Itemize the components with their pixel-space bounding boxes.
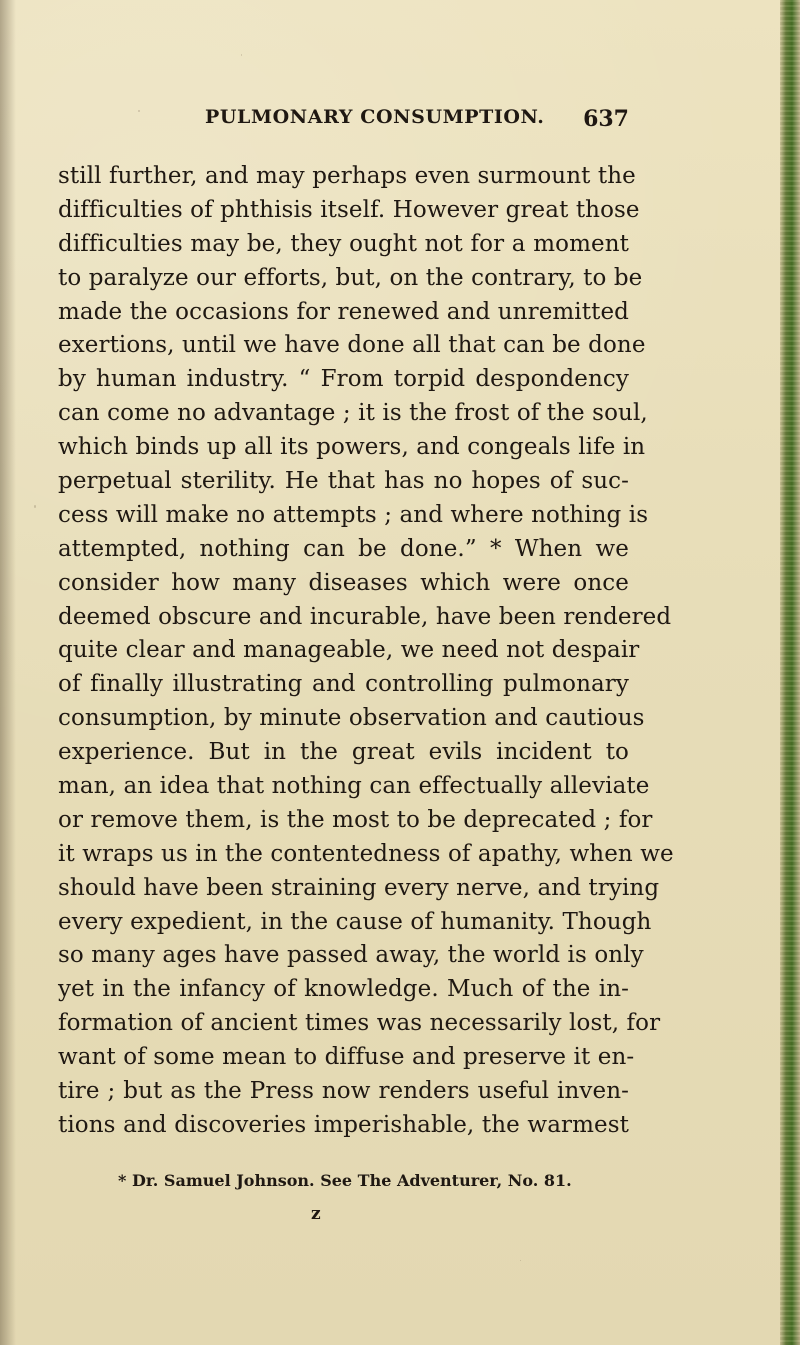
- text-line: perpetual sterility. He that has no hopes of suc-: [58, 468, 629, 495]
- paper-speck: [520, 1260, 521, 1261]
- text-line: every expedient, in the cause of humanity. Though: [58, 908, 652, 935]
- text-line: to paralyze our efforts, but, on the contrary, to be: [58, 264, 643, 291]
- text-line: difficulties of phthisis itself. However great those: [58, 196, 640, 223]
- text-line: can come no advantage ; it is the frost of the soul,: [58, 400, 648, 427]
- running-head: PULMONARY CONSUMPTION.: [205, 106, 545, 128]
- text-line: of finally illustrating and controlling pulmonary: [58, 671, 629, 698]
- text-line: man, an idea that nothing can effectually alleviate: [58, 773, 650, 800]
- text-line: exertions, until we have done all that can be done: [58, 332, 646, 359]
- text-line: experience. But in the great evils incident to: [58, 739, 629, 766]
- text-line: attempted, nothing can be done.” * When we: [58, 535, 629, 562]
- paper-speck: [241, 54, 242, 56]
- page-header: [205, 106, 629, 134]
- text-line: cess will make no attempts ; and where nothing is: [58, 501, 649, 528]
- text-line: which binds up all its powers, and congeals life in: [58, 434, 646, 461]
- text-line: so many ages have passed away, the world is only: [58, 942, 644, 969]
- text-line: or remove them, is the most to be deprecated ; for: [58, 806, 653, 833]
- text-line: yet in the infancy of knowledge. Much of the in-: [58, 976, 629, 1003]
- text-line: tions and discoveries imperishable, the warmest: [58, 1111, 629, 1138]
- signature-mark: z: [311, 1204, 321, 1224]
- right-book-spine: [780, 0, 800, 1345]
- text-line: deemed obscure and incurable, have been rendered: [58, 603, 672, 630]
- text-line: formation of ancient times was necessarily lost, for: [58, 1010, 661, 1037]
- text-line: should have been straining every nerve, and trying: [58, 874, 660, 901]
- text-line: by human industry. “ From torpid despondency: [58, 366, 629, 393]
- text-line: consumption, by minute observation and cautious: [58, 705, 645, 732]
- text-line: quite clear and manageable, we need not despair: [58, 637, 640, 664]
- text-line: tire ; but as the Press now renders useful inven-: [58, 1078, 629, 1105]
- paper-speck: [34, 505, 36, 508]
- main-text-block: [58, 160, 674, 1143]
- left-page-shadow: [0, 0, 16, 1345]
- text-line: difficulties may be, they ought not for a moment: [58, 230, 629, 257]
- text-line: still further, and may perhaps even surmount the: [58, 163, 636, 189]
- text-line: want of some mean to diffuse and preserve it en-: [58, 1044, 635, 1071]
- footnote: * Dr. Samuel Johnson. See The Adventurer, No. 81.: [118, 1171, 572, 1190]
- page-number: 637: [583, 106, 629, 132]
- paper-speck: [592, 622, 594, 624]
- text-line: consider how many diseases which were once: [58, 569, 629, 596]
- text-line: it wraps us in the contentedness of apathy, when we: [58, 840, 674, 867]
- paper-speck: [138, 110, 140, 112]
- text-line: made the occasions for renewed and unremitted: [58, 298, 629, 325]
